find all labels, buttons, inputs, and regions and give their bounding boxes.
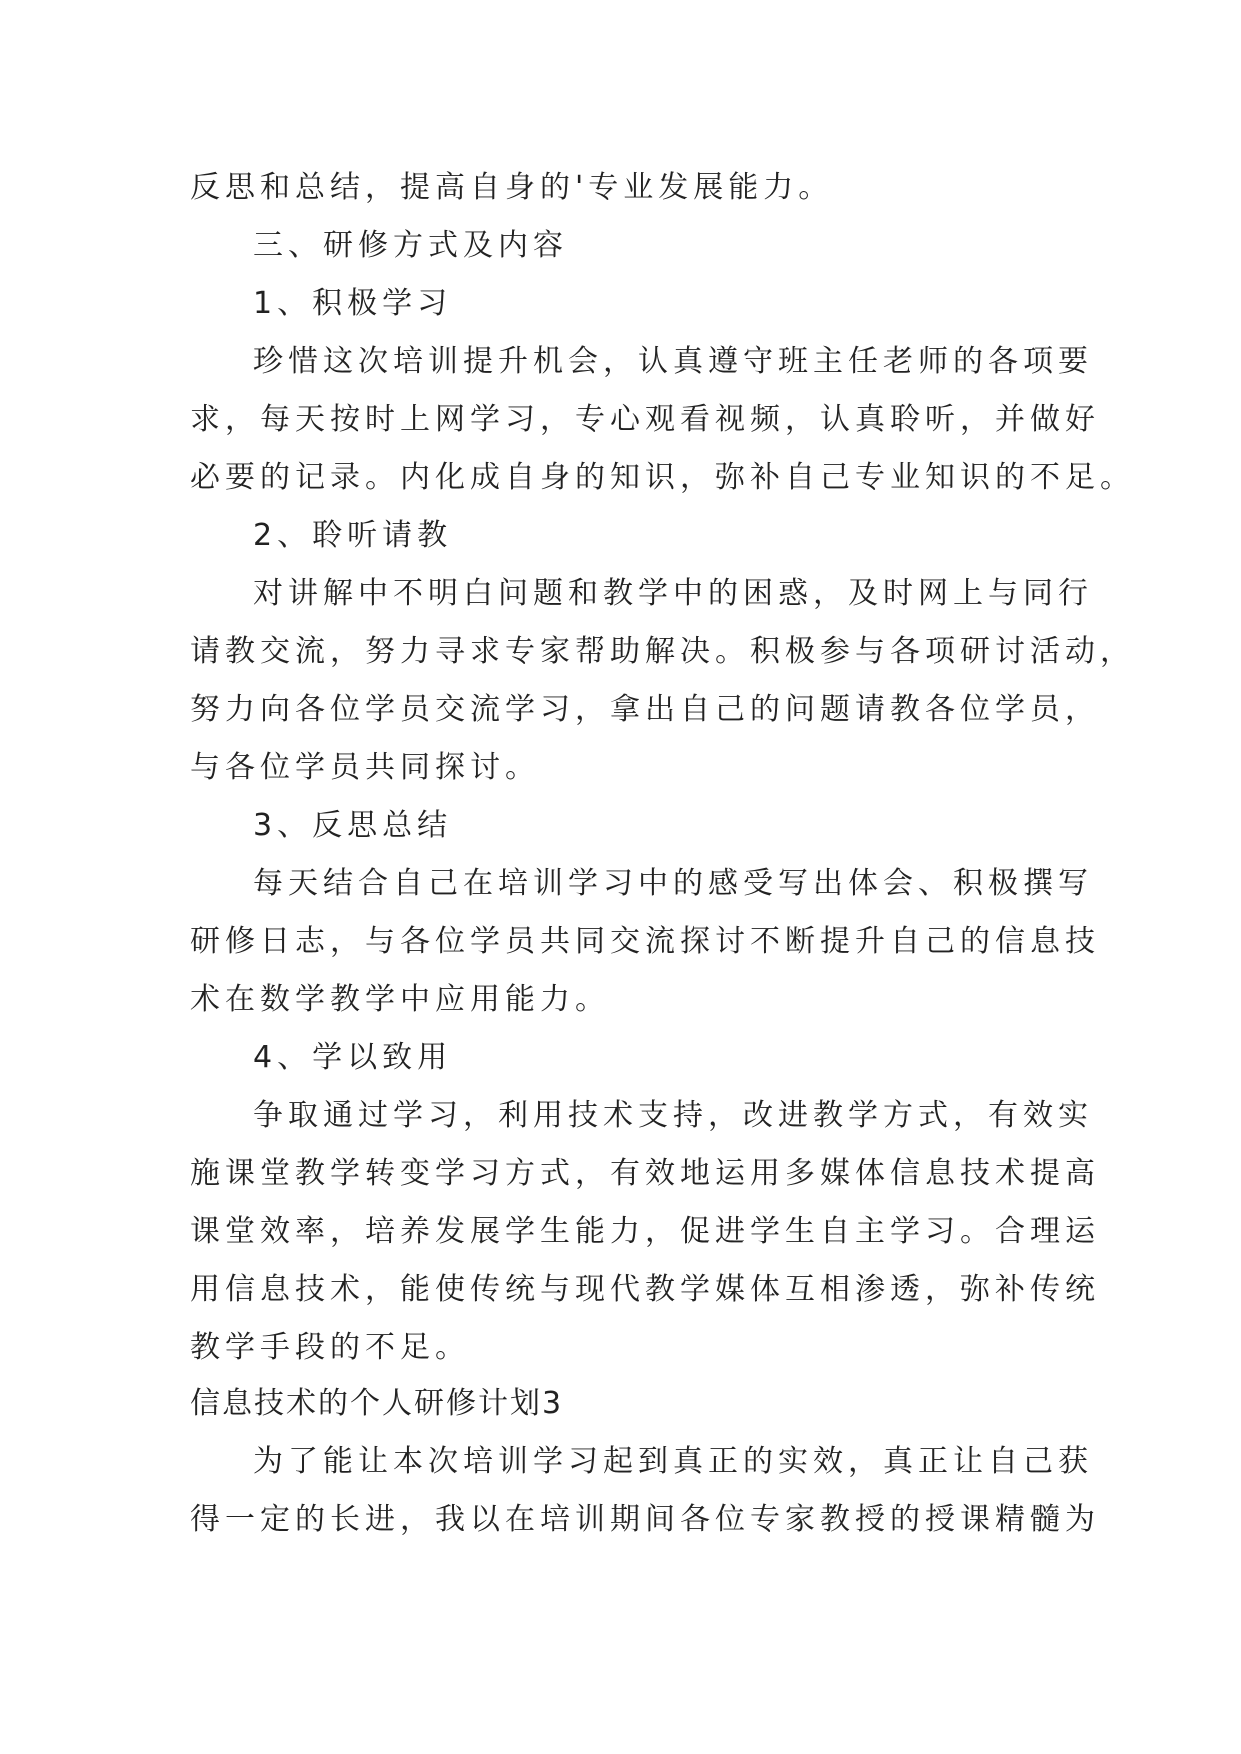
paragraph-line: 教学手段的不足。: [190, 1330, 470, 1365]
paragraph-line: 必要的记录。内化成自身的知识，弥补自己专业知识的不足。: [190, 460, 1135, 495]
paragraph-line: 对讲解中不明白问题和教学中的困惑，及时网上与同行: [253, 576, 1093, 611]
paragraph-line: 与各位学员共同探讨。: [190, 750, 540, 785]
paragraph-line: 用信息技术，能使传统与现代教学媒体互相渗透，弥补传统: [190, 1272, 1100, 1307]
paragraph-line: 得一定的长进，我以在培训期间各位专家教授的授课精髓为: [190, 1502, 1100, 1537]
paragraph-line: 为了能让本次培训学习起到真正的实效，真正让自己获: [253, 1444, 1093, 1479]
paragraph-line: 努力向各位学员交流学习，拿出自己的问题请教各位学员，: [190, 692, 1100, 727]
paragraph-line: 研修日志，与各位学员共同交流探讨不断提升自己的信息技: [190, 924, 1100, 959]
section-heading: 三、研修方式及内容: [253, 228, 568, 263]
subsection-heading: 2、聆听请教: [253, 518, 453, 553]
subsection-heading: 1、积极学习: [253, 286, 453, 321]
paragraph-line: 求，每天按时上网学习，专心观看视频，认真聆听，并做好: [190, 402, 1100, 437]
document-title: 信息技术的个人研修计划3: [190, 1386, 564, 1421]
paragraph-line: 施课堂教学转变学习方式，有效地运用多媒体信息技术提高: [190, 1156, 1100, 1191]
paragraph-line: 珍惜这次培训提升机会，认真遵守班主任老师的各项要: [253, 344, 1093, 379]
subsection-heading: 3、反思总结: [253, 808, 453, 843]
paragraph-line: 请教交流，努力寻求专家帮助解决。积极参与各项研讨活动，: [190, 634, 1135, 669]
paragraph-line: 课堂效率，培养发展学生能力，促进学生自主学习。合理运: [190, 1214, 1100, 1249]
subsection-heading: 4、学以致用: [253, 1040, 453, 1075]
paragraph-line: 反思和总结，提高自身的'专业发展能力。: [190, 170, 834, 205]
paragraph-line: 每天结合自己在培训学习中的感受写出体会、积极撰写: [253, 866, 1093, 901]
paragraph-line: 术在数学教学中应用能力。: [190, 982, 610, 1017]
paragraph-line: 争取通过学习，利用技术支持，改进教学方式，有效实: [253, 1098, 1093, 1133]
